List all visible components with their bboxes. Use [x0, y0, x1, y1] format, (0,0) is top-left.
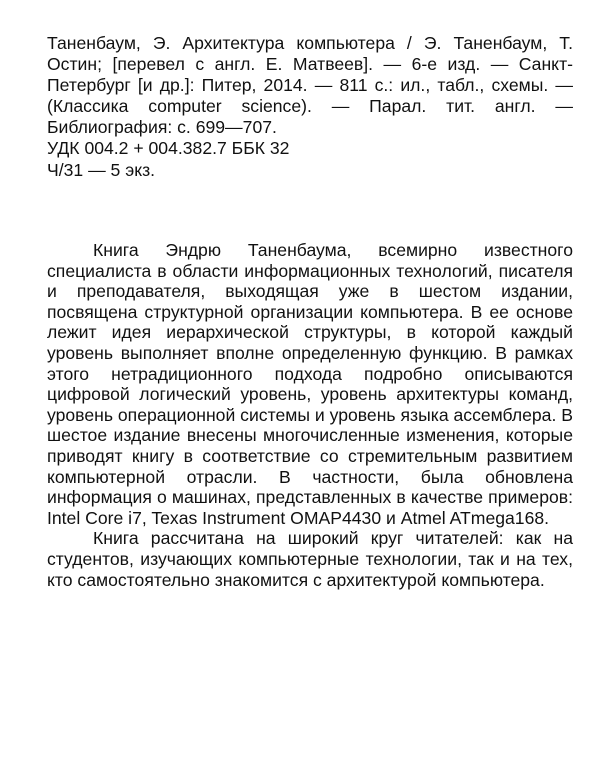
bibliographic-record	[47, 33, 573, 181]
classification-codes: УДК 004.2 + 004.382.7 ББК 32	[47, 138, 290, 159]
holdings-info: Ч/31 — 5 экз.	[47, 159, 156, 180]
annotation-paragraph: Книга рассчитана на широкий круг читателей: как на студентов, изучающих компьютерные технологии, так и на тех, кто самостоятельно знакомится с архитектурой компьютера.	[47, 528, 573, 590]
annotation	[47, 240, 573, 590]
biblio-block	[47, 33, 573, 181]
annotation-paragraph: Книга Эндрю Таненбаума, всемирно известного специалиста в области информационных технологий, писателя и преподавателя, выходящая уже в шестом издании, посвящена структурной организации компьютера. В ее основе лежит идея иерархической структуры, в которой каждый уровень выполняет вполне определенную функцию. В рамках этого нетрадиционного подхода подробно описываются цифровой логический уровень, уровень архитектуры команд, уровень операционной системы и уровень языка ассемблера. В шестое издание внесены многочисленные изменения, которые приводят книгу в соответствие со стремительным развитием компьютерной отрасли. В частности, была обновлена информация о машинах, представленных в качестве примеров: Intel Core i7, Texas Instrument OMAP4430 и Atmel ATmega168.	[47, 240, 573, 528]
bibliographic-description: Таненбаум, Э. Архитектура компьютера / Э. Таненбаум, Т. Остин; [перевел с англ. Е. Матвеев]. — 6-е изд. — Санкт-Петербург [и др.]: Питер, 2014. — 811 с.: ил., табл., схемы. — (Классика computer science). — Парал. тит. англ. — Библиография: с. 699—707.	[47, 33, 573, 138]
